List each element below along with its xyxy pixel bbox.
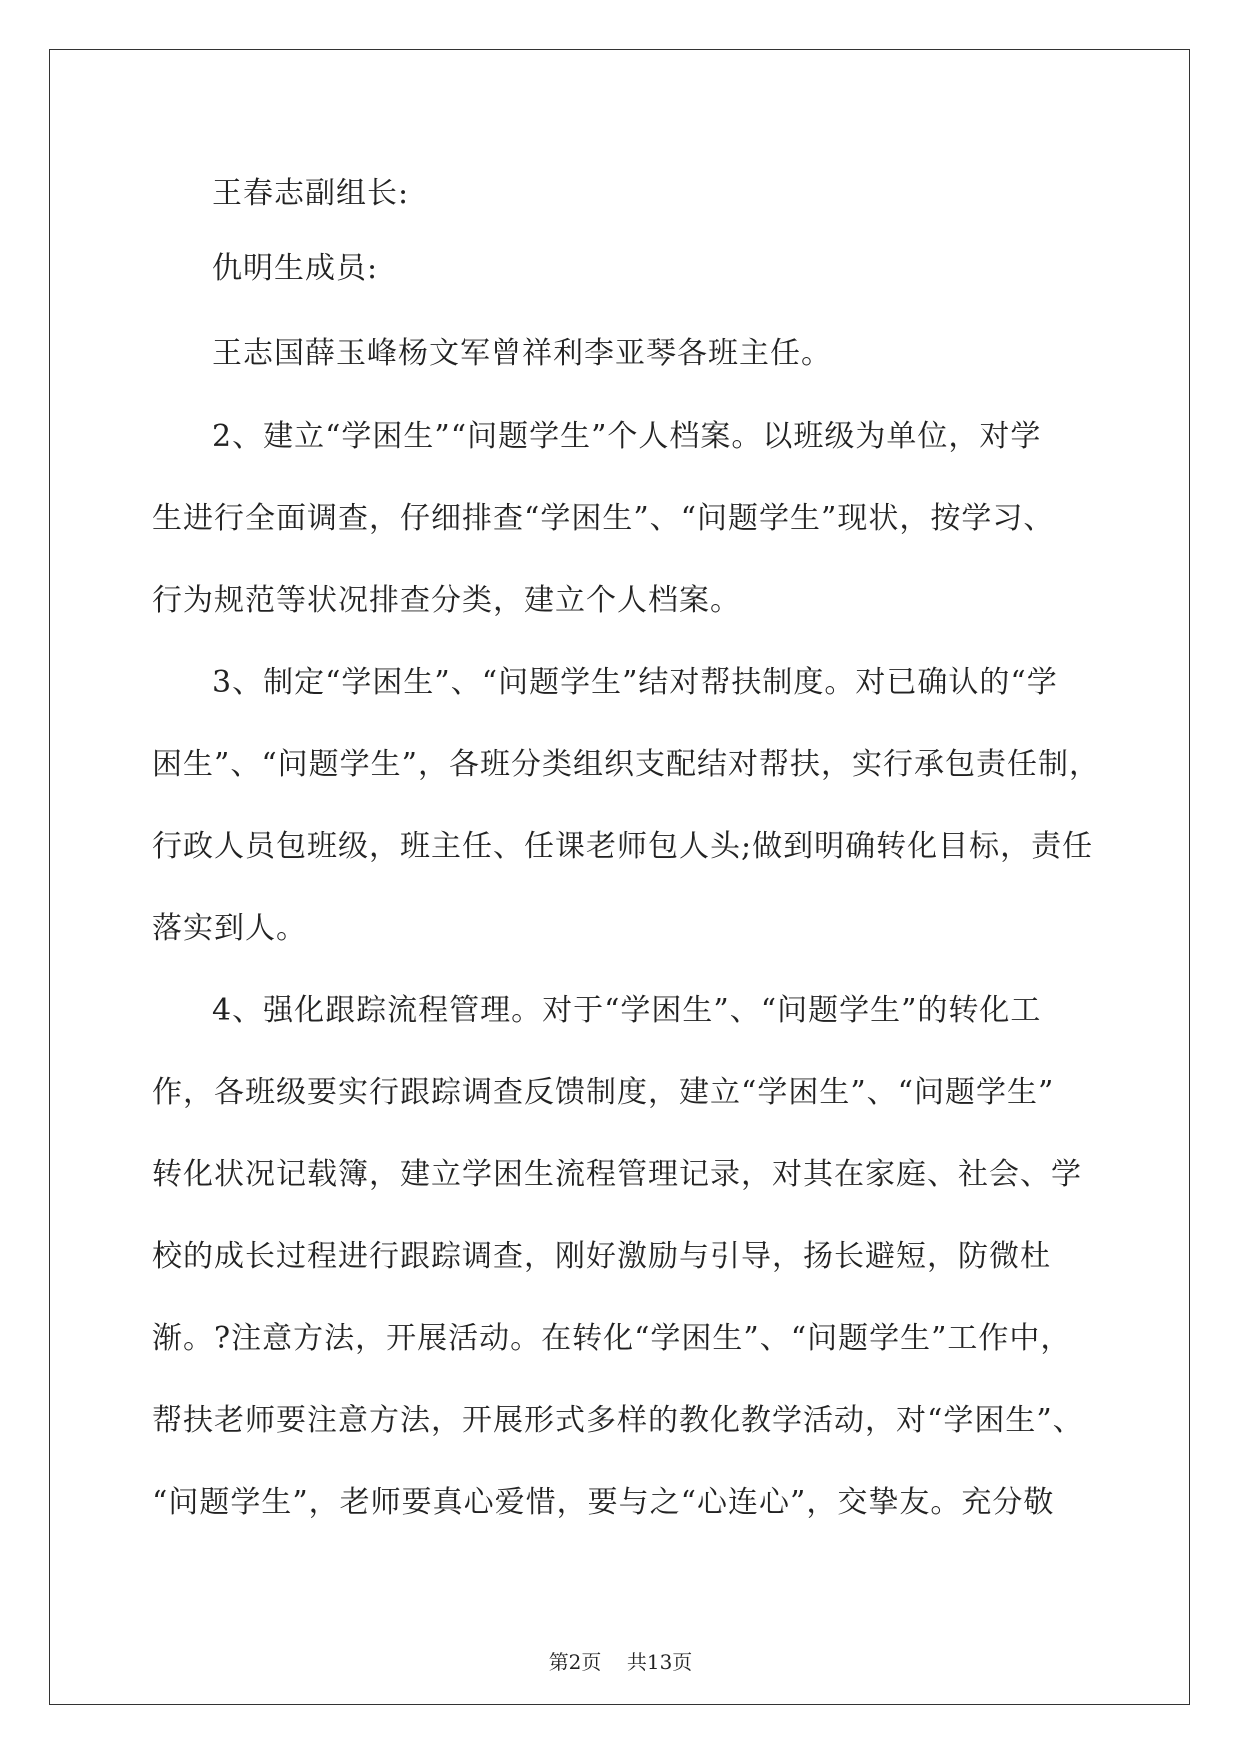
text-line: 王志国薛玉峰杨文军曾祥利李亚琴各班主任。 xyxy=(212,336,832,371)
text-line: 2、建立“学困生”“问题学生”个人档案。以班级为单位，对学 xyxy=(212,419,1042,454)
text-line: 落实到人。 xyxy=(152,911,307,946)
text-line: 校的成长过程进行跟踪调查，刚好激励与引导，扬长避短，防微杜 xyxy=(152,1239,1051,1274)
text-line: 行政人员包班级，班主任、任课老师包人头;做到明确转化目标，责任 xyxy=(152,829,1094,864)
text-line: 4、强化跟踪流程管理。对于“学困生”、“问题学生”的转化工 xyxy=(212,993,1042,1028)
page-footer xyxy=(0,1650,1241,1674)
text-line: 生进行全面调查，仔细排查“学困生”、“问题学生”现状，按学习、 xyxy=(152,501,1055,536)
text-line: 作，各班级要实行跟踪调查反馈制度，建立“学困生”、“问题学生” xyxy=(152,1075,1055,1110)
text-line: 3、制定“学困生”、“问题学生”结对帮扶制度。对已确认的“学 xyxy=(212,665,1058,700)
text-line: 行为规范等状况排查分类，建立个人档案。 xyxy=(152,583,741,618)
page-border xyxy=(49,49,1190,1705)
text-line: 王春志副组长: xyxy=(212,176,410,211)
text-line: “问题学生”，老师要真心爱惜，要与之“心连心”，交挚友。充分敬 xyxy=(152,1485,1055,1520)
page-total: 共13页 xyxy=(626,1650,693,1674)
text-line: 仇明生成员: xyxy=(212,251,379,286)
text-line: 渐。?注意方法，开展活动。在转化“学困生”、“问题学生”工作中， xyxy=(152,1321,1072,1356)
text-line: 转化状况记载簿，建立学困生流程管理记录，对其在家庭、社会、学 xyxy=(152,1157,1082,1192)
text-line: 帮扶老师要注意方法，开展形式多样的教化教学活动，对“学困生”、 xyxy=(152,1403,1084,1438)
text-line: 困生”、“问题学生”，各班分类组织支配结对帮扶，实行承包责任制， xyxy=(152,747,1101,782)
page-number: 第2页 xyxy=(548,1650,602,1674)
